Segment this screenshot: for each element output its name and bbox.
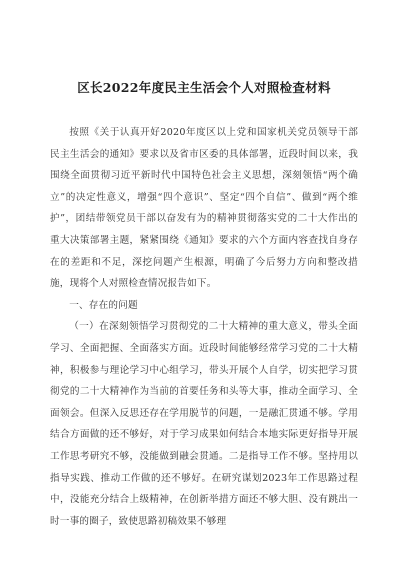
- body-paragraph: （一）在深刻领悟学习贯彻党的二十大精神的重大意义，带头全面学习、全面把握、全面落实方面。近段时间能够经常学习党的二十大精神，积极参与理论学习中心组学习，带头开展个人自学，切实把学习贯彻党的二十大精神作为当前的首要任务和头等大事，推动全面学习、全面领会。但深入反思还存在学用脱节的问题，一是融汇贯通不够。学用结合方面做的还不够好，对于学习成果如何结合本地实际更好指导开展工作思考研究不够，没能做到融会贯通。二是指导工作不够。坚持用以指导实践、推动工作做的还不够好。在研究谋划2023年工作思路过程中，没能充分结合上级精神，在创新举措方面还不够大胆、没有跳出一时一事的圈子，致使思路初稿效果不够理: [50, 321, 358, 527]
- document-title: 区长2022年度民主生活会个人对照检查材料: [77, 80, 331, 95]
- intro-paragraph: 按照《关于认真开好2020年度区以上党和国家机关党员领导干部民主生活会的通知》要求以及省市区委的具体部署，近段时间以来，我围绕全面贯彻习近平新时代中国特色社会主义思想，深刻领悟“两个确立”的决定性意义，增强“四个意识”、坚定“四个自信”、做到“两个维护”，团结带领党员干部以奋发有为的精神贯彻落实党的二十大作出的重大决策部署主题，紧紧围绕《通知》要求的六个方面内容查找自身存在的差距和不足，深挖问题产生根源，明确了今后努力方向和整改措施，现将个人对照检查情况报告如下。: [50, 127, 358, 290]
- section-heading: 一、存在的问题: [69, 299, 138, 311]
